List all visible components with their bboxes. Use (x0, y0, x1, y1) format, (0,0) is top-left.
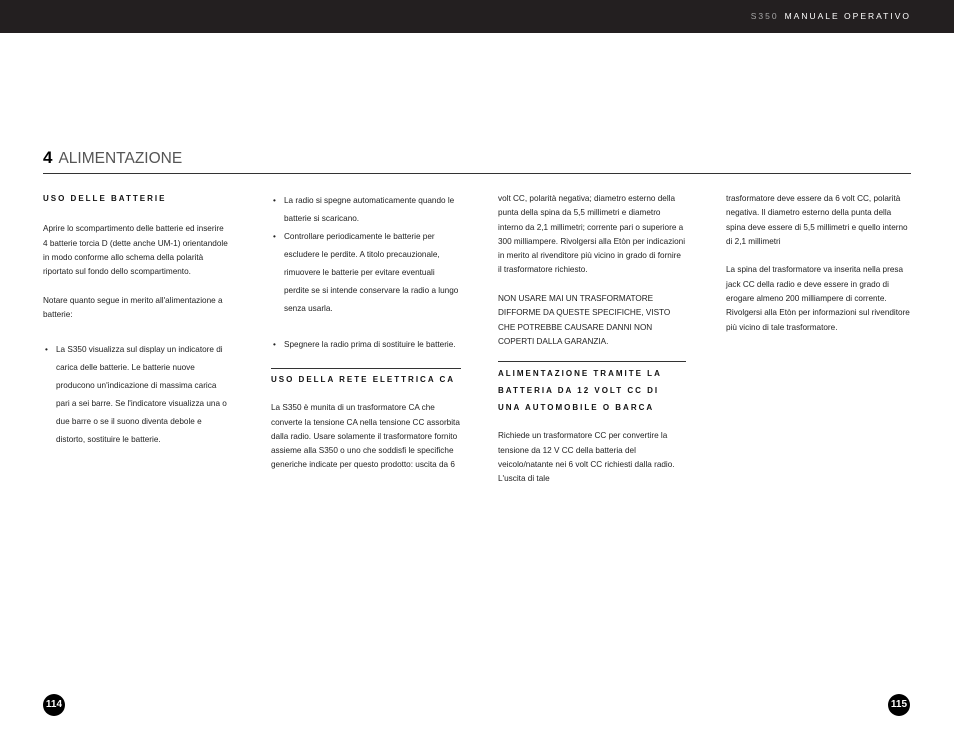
chapter-number: 4 (43, 148, 53, 167)
header-title: MANUALE OPERATIVO (784, 11, 911, 21)
paragraph: Notare quanto segue in merito all'alimentazione a batterie: (43, 295, 223, 320)
list-item: • La radio si spegne automaticamente quando le batterie si scaricano. (271, 192, 461, 228)
warning-paragraph: NON USARE MAI UN TRASFORMATORE DIFFORME DA QUESTE SPECIFICHE, VISTO CHE POTREBBE CAUSARE DANNI NON COPERTI DALLA GARANZIA. (498, 294, 671, 346)
column-1 (43, 192, 228, 449)
bullet-list (271, 192, 461, 354)
section-heading-dc-power: ALIMENTAZIONE TRAMITE LA BATTERIA DA 12 VOLT CC DI UNA AUTOMOBILE O BARCA (498, 369, 662, 413)
top-bar (0, 0, 954, 33)
paragraph: La spina del trasformatore va inserita nella presa jack CC della radio e deve essere in grado di erogare almeno 200 milliampere di corrente. Rivolgersi alla Etòn per informazioni sul rivenditore più vicino di tale trasformatore. (726, 265, 910, 332)
running-header (751, 11, 911, 21)
page-number-left: 114 (43, 694, 65, 716)
column-4 (726, 192, 910, 335)
header-model: S350 (750, 11, 779, 21)
paragraph: La S350 è munita di un trasformatore CA che converte la tensione CA nella tensione CC assorbita dalla radio. Usare solamente il trasformatore fornito assieme alla S350 o uno che soddisfi le specifiche generiche indicate per questo prodotto: uscita da 6 (271, 403, 460, 470)
list-item: • Spegnere la radio prima di sostituire le batterie. (271, 336, 461, 354)
list-item: • Controllare periodicamente le batterie per escludere le perdite. A titolo precauzionale, rimuovere le batterie per evitare eventuali perdite se si intende conservare la radio a lungo senza usarla. (271, 228, 461, 318)
section-heading-ac-power: USO DELLA RETE ELETTRICA CA (271, 375, 456, 384)
page-number-right: 115 (888, 694, 910, 716)
chapter-name: ALIMENTAZIONE (58, 150, 183, 167)
chapter-rule (43, 173, 911, 174)
section-heading-batteries: USO DELLE BATTERIE (43, 194, 167, 203)
column-2 (271, 192, 461, 473)
list-item: • La S350 visualizza sul display un indicatore di carica delle batterie. Le batterie nuove producono un'indicazione di massima carica pari a sei barre. Se l'indicatore visualizza una o due barre o se il suono diventa debole e distorto, sostituire le batterie. (43, 341, 228, 449)
paragraph: volt CC, polarità negativa; diametro esterno della punta della spina da 5,5 millimetri e diametro interno da 2,1 millimetri; corrente pari o superiore a 300 milliampere. Rivolgersi alla Etòn per indicazioni in merito al rivenditore più vicino in grado di fornire il trasformatore richiesto. (498, 194, 686, 275)
column-3 (498, 192, 686, 486)
chapter-title (43, 148, 182, 168)
paragraph: trasformatore deve essere da 6 volt CC, polarità negativa. Il diametro esterno della punta della spina deve essere di 5,5 millimetri e quello interno di 2,1 millimetri (726, 194, 908, 246)
paragraph: Aprire lo scompartimento delle batterie ed inserire 4 batterie torcia D (dette anche UM-1) orientandole in modo conforme allo schema della polarità riportato sul fondo dello scompartimento. (43, 224, 228, 277)
paragraph: Richiede un trasformatore CC per convertire la tensione da 12 V CC della batteria del veicolo/natante nei 6 volt CC richiesti dalla radio. L'uscita di tale (498, 431, 675, 484)
bullet-list (43, 341, 228, 449)
